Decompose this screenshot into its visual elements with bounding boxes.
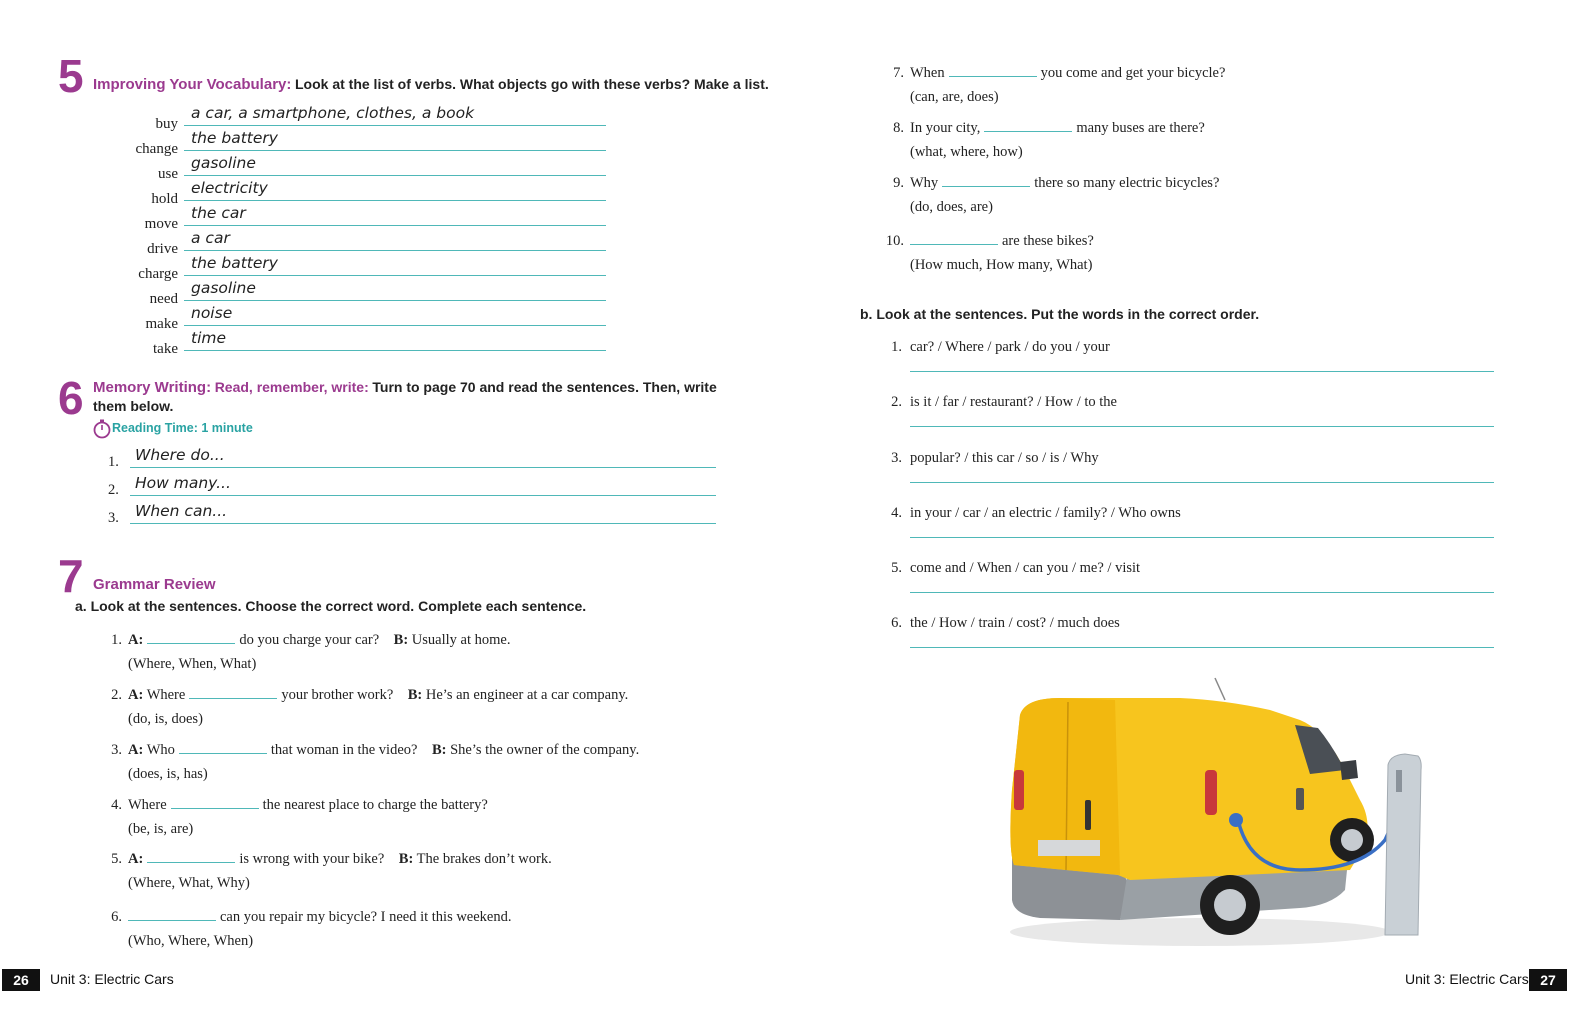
tail-light-right bbox=[1205, 770, 1217, 815]
speaker-b-label: B: bbox=[431, 742, 447, 758]
speaker-a-label: A: bbox=[128, 742, 144, 758]
vocab-row bbox=[118, 329, 608, 360]
vocab-answer-field[interactable]: the battery bbox=[184, 129, 606, 151]
question-text: can you repair my bicycle? I need it this weekend. bbox=[220, 909, 512, 925]
charging-station bbox=[1385, 754, 1421, 935]
answer-text: Usually at home. bbox=[411, 632, 511, 648]
order-row bbox=[885, 394, 1505, 411]
speaker-b-label: B: bbox=[393, 632, 409, 648]
word-options: (what, where, how) bbox=[910, 144, 1023, 160]
order-number: 2. bbox=[891, 394, 902, 410]
vocab-verb: drive bbox=[147, 241, 178, 257]
exercise-6-instruction: Turn to page 70 and read the sentences. Then, write them below. bbox=[93, 379, 717, 414]
question-text: Where bbox=[146, 687, 186, 703]
vocab-answer-field[interactable]: a car bbox=[184, 229, 606, 251]
memory-answer-field[interactable]: Where do... bbox=[130, 446, 716, 468]
grammar-question-3 bbox=[100, 738, 800, 786]
speaker-a-label: A: bbox=[128, 851, 144, 867]
speaker-b-label: B: bbox=[398, 851, 414, 867]
vocab-answer-field[interactable]: gasoline bbox=[184, 279, 606, 301]
question-text: Why bbox=[910, 175, 939, 191]
left-footer-title: Unit 3: Electric Cars bbox=[50, 971, 174, 987]
word-options: (Who, Where, When) bbox=[128, 933, 254, 949]
word-options: (Where, What, Why) bbox=[128, 875, 250, 891]
exercise-7-number: 7 bbox=[58, 550, 84, 602]
question-number: 8. bbox=[893, 120, 904, 136]
charger-socket bbox=[1396, 770, 1402, 792]
word-options: (does, is, has) bbox=[128, 766, 208, 782]
order-answer-line[interactable] bbox=[910, 426, 1494, 427]
exercise-5-number: 5 bbox=[58, 50, 84, 102]
order-number: 1. bbox=[891, 339, 902, 355]
question-text: Who bbox=[146, 742, 175, 758]
scrambled-words: in your / car / an electric / family? / Who owns bbox=[910, 505, 1181, 521]
door-handle bbox=[1085, 800, 1091, 830]
scrambled-words: come and / When / can you / me? / visit bbox=[910, 560, 1141, 576]
vocab-verb: use bbox=[158, 166, 178, 182]
question-text: many buses are there? bbox=[1076, 120, 1205, 136]
vocab-verb: make bbox=[145, 316, 178, 332]
word-options: (can, are, does) bbox=[910, 89, 999, 105]
vocab-verb: need bbox=[149, 291, 178, 307]
question-number: 6. bbox=[111, 909, 122, 925]
question-text: you come and get your bicycle? bbox=[1040, 65, 1226, 81]
order-answer-line[interactable] bbox=[910, 482, 1494, 483]
part-b-instruction: b. Look at the sentences. Put the words in the correct order. bbox=[860, 306, 1260, 322]
memory-answer-field[interactable]: When can... bbox=[130, 502, 716, 524]
question-number: 4. bbox=[111, 797, 122, 813]
vocab-answer-field[interactable]: gasoline bbox=[184, 154, 606, 176]
question-text: your brother work? bbox=[281, 687, 394, 703]
question-number: 3. bbox=[111, 742, 122, 758]
order-row bbox=[885, 615, 1505, 632]
word-options: (do, is, does) bbox=[128, 711, 203, 727]
exercise-7-title: Grammar Review bbox=[93, 576, 216, 593]
vocab-verb: take bbox=[153, 341, 178, 357]
answer-blank[interactable] bbox=[147, 630, 235, 644]
order-answer-line[interactable] bbox=[910, 371, 1494, 372]
answer-text: He’s an engineer at a car company. bbox=[425, 687, 629, 703]
question-number: 5. bbox=[111, 851, 122, 867]
front-wheel-rim bbox=[1341, 829, 1363, 851]
answer-text: The brakes don’t work. bbox=[416, 851, 552, 867]
question-number: 9. bbox=[893, 175, 904, 191]
word-options: (How much, How many, What) bbox=[910, 257, 1093, 273]
grammar-question-6 bbox=[100, 905, 800, 953]
question-text: are these bikes? bbox=[1002, 233, 1094, 249]
order-row bbox=[885, 560, 1505, 577]
memory-row-number: 3. bbox=[108, 510, 119, 526]
order-number: 3. bbox=[891, 450, 902, 466]
right-page-number: 27 bbox=[1529, 969, 1567, 991]
vocab-answer-field[interactable]: the battery bbox=[184, 254, 606, 276]
license-plate bbox=[1038, 840, 1100, 856]
vocab-answer-field[interactable]: noise bbox=[184, 304, 606, 326]
order-row bbox=[885, 339, 1505, 356]
vocab-verb: move bbox=[144, 216, 178, 232]
question-number: 1. bbox=[111, 632, 122, 648]
vocab-answer-field[interactable]: a car, a smartphone, clothes, a book bbox=[184, 104, 606, 126]
order-answer-line[interactable] bbox=[910, 592, 1494, 593]
answer-text: She’s the owner of the company. bbox=[450, 742, 640, 758]
order-number: 4. bbox=[891, 505, 902, 521]
part-a-instruction: a. Look at the sentences. Choose the correct word. Complete each sentence. bbox=[75, 598, 587, 614]
vocab-verb: buy bbox=[155, 116, 178, 132]
exercise-6-subtitle: Read, remember, write: bbox=[214, 379, 369, 395]
answer-blank[interactable] bbox=[147, 849, 235, 863]
charging-plug bbox=[1229, 813, 1243, 827]
stopwatch-icon bbox=[93, 419, 111, 439]
memory-row-number: 2. bbox=[108, 482, 119, 498]
vocab-verb: change bbox=[135, 141, 178, 157]
grammar-question-5 bbox=[100, 847, 800, 895]
exercise-5-title: Improving Your Vocabulary: bbox=[93, 76, 292, 93]
vocab-verb: hold bbox=[151, 191, 178, 207]
grammar-question-10 bbox=[882, 229, 1482, 277]
grammar-question-8 bbox=[882, 116, 1482, 164]
question-number: 7. bbox=[893, 65, 904, 81]
grammar-question-4 bbox=[100, 793, 800, 841]
left-page-number: 26 bbox=[2, 969, 40, 991]
question-text: there so many electric bicycles? bbox=[1034, 175, 1220, 191]
vocab-answer-field[interactable]: time bbox=[184, 329, 606, 351]
answer-blank[interactable] bbox=[171, 795, 259, 809]
exercise-6-title: Memory Writing: bbox=[93, 379, 212, 396]
grammar-question-7 bbox=[882, 61, 1482, 109]
order-answer-line[interactable] bbox=[910, 647, 1494, 648]
question-number: 2. bbox=[111, 687, 122, 703]
answer-blank[interactable] bbox=[942, 173, 1030, 187]
question-text: do you charge your car? bbox=[239, 632, 380, 648]
rear-wheel-rim bbox=[1214, 889, 1246, 921]
answer-blank[interactable] bbox=[179, 740, 267, 754]
word-options: (be, is, are) bbox=[128, 821, 194, 837]
order-number: 5. bbox=[891, 560, 902, 576]
scrambled-words: the / How / train / cost? / much does bbox=[910, 615, 1120, 631]
answer-blank[interactable] bbox=[910, 231, 998, 245]
side-handle bbox=[1296, 788, 1304, 810]
order-row bbox=[885, 450, 1505, 467]
speaker-b-label: B: bbox=[407, 687, 423, 703]
grammar-question-9 bbox=[882, 171, 1482, 219]
antenna bbox=[1215, 678, 1225, 700]
question-text: When bbox=[910, 65, 945, 81]
order-number: 6. bbox=[891, 615, 902, 631]
vocab-answer-field[interactable]: the car bbox=[184, 204, 606, 226]
exercise-5-heading bbox=[93, 76, 793, 94]
grammar-question-2 bbox=[100, 683, 800, 731]
exercise-6-number: 6 bbox=[58, 372, 84, 424]
side-mirror bbox=[1340, 760, 1358, 780]
tail-light-left bbox=[1014, 770, 1024, 810]
answer-blank[interactable] bbox=[984, 118, 1072, 132]
speaker-a-label: A: bbox=[128, 632, 144, 648]
van-shadow bbox=[1010, 918, 1390, 946]
question-text: Where bbox=[128, 797, 167, 813]
scrambled-words: popular? / this car / so / is / Why bbox=[910, 450, 1099, 466]
answer-blank[interactable] bbox=[949, 63, 1037, 77]
reading-time-label: Reading Time: 1 minute bbox=[112, 421, 253, 435]
word-options: (Where, When, What) bbox=[128, 656, 257, 672]
right-footer-title: Unit 3: Electric Cars bbox=[1405, 971, 1529, 987]
question-text: the nearest place to charge the battery? bbox=[262, 797, 488, 813]
memory-row-number: 1. bbox=[108, 454, 119, 470]
electric-van-illustration bbox=[1000, 670, 1450, 960]
grammar-question-1 bbox=[100, 628, 800, 676]
answer-blank[interactable] bbox=[128, 907, 216, 921]
memory-row bbox=[108, 502, 718, 534]
question-text: that woman in the video? bbox=[270, 742, 418, 758]
exercise-5-instruction: Look at the list of verbs. What objects go with these verbs? Make a list. bbox=[295, 76, 769, 92]
vocab-answer-field[interactable]: electricity bbox=[184, 179, 606, 201]
vocab-verb: charge bbox=[138, 266, 178, 282]
question-number: 10. bbox=[885, 233, 904, 249]
order-answer-line[interactable] bbox=[910, 537, 1494, 538]
scrambled-words: car? / Where / park / do you / your bbox=[910, 339, 1110, 355]
word-options: (do, does, are) bbox=[910, 199, 993, 215]
order-row bbox=[885, 505, 1505, 522]
speaker-a-label: A: bbox=[128, 687, 144, 703]
answer-blank[interactable] bbox=[189, 685, 277, 699]
question-text: In your city, bbox=[910, 120, 981, 136]
memory-answer-field[interactable]: How many... bbox=[130, 474, 716, 496]
exercise-6-heading bbox=[93, 378, 743, 416]
scrambled-words: is it / far / restaurant? / How / to the bbox=[910, 394, 1117, 410]
question-text: is wrong with your bike? bbox=[239, 851, 385, 867]
